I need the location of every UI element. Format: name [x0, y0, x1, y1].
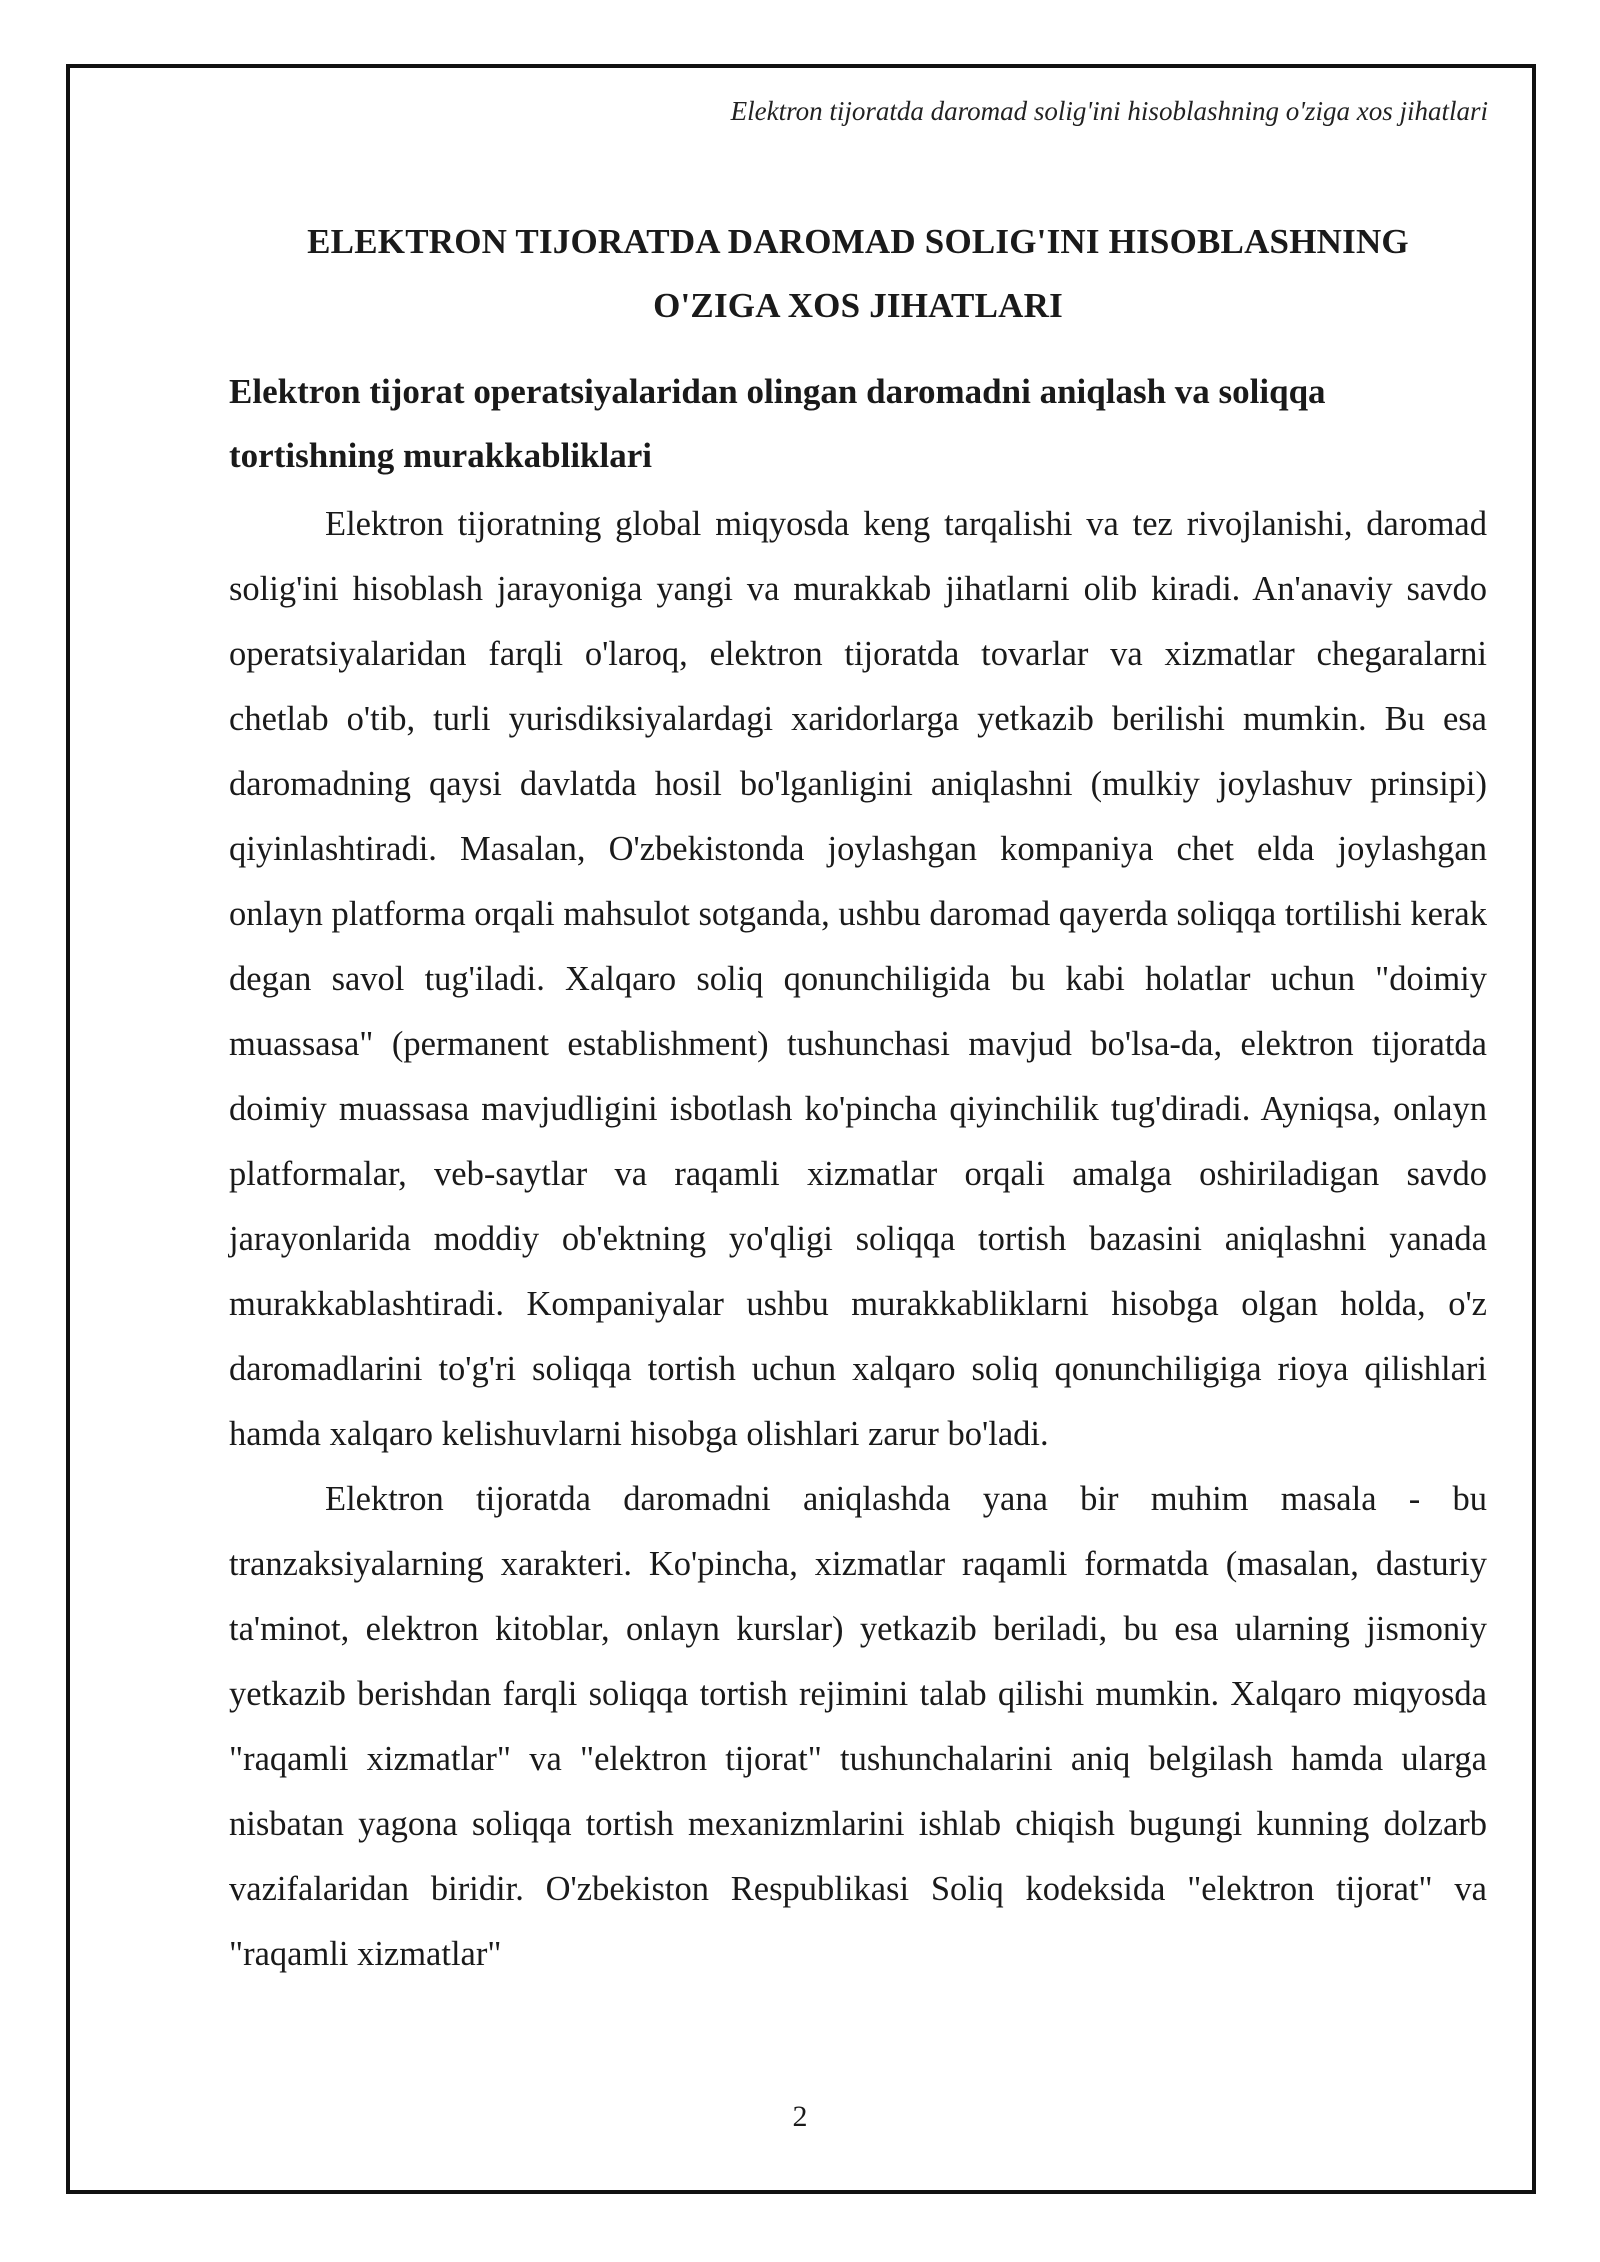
- page-number: 2: [792, 2100, 808, 2133]
- title-line-2: O'ZIGA XOS JIHATLARI: [653, 286, 1063, 325]
- section-heading: Elektron tijorat operatsiyalaridan olingan daromadni aniqlash va soliqqa tortishning murakkabliklari: [229, 372, 1326, 475]
- running-header: Elektron tijoratda daromad solig'ini hisoblashning o'ziga xos jihatlari: [730, 96, 1488, 126]
- paragraph-1: Elektron tijoratning global miqyosda keng tarqalishi va tez rivojlanishi, daromad solig'ini hisoblash jarayoniga yangi va murakkab jihatlarni olib kiradi. An'anaviy savdo operatsiyalaridan farqli o'laroq, elektron tijoratda tovarlar va xizmatlar chegaralarni chetlab o'tib, turli yurisdiksiyalardagi xaridorlarga yetkazib berilishi mumkin. Bu esa daromadning qaysi davlatda hosil bo'lganligini aniqlashni (mulkiy joylashuv prinsipi) qiyinlashtiradi. Masalan, O'zbekistonda joylashgan kompaniya chet elda joylashgan onlayn platforma orqali mahsulot sotganda, ushbu daromad qayerda soliqqa tortilishi kerak degan savol tug'iladi. Xalqaro soliq qonunchiligida bu kabi holatlar uchun "doimiy muassasa" (permanent establishment) tushunchasi mavjud bo'lsa-da, elektron tijoratda doimiy muassasa mavjudligini isbotlash ko'pincha qiyinchilik tug'diradi. Ayniqsa, onlayn platformalar, veb-saytlar va raqamli xizmatlar orqali amalga oshiriladigan savdo jarayonlarida moddiy ob'ektning yo'qligi soliqqa tortish bazasini aniqlashni yanada murakkablashtiradi. Kompaniyalar ushbu murakkabliklarni hisobga olgan holda, o'z daromadlarini to'g'ri soliqqa tortish uchun xalqaro soliq qonunchiligiga rioya qilishlari hamda xalqaro kelishuvlarni hisobga olishlari zarur bo'ladi.: [229, 505, 1487, 1453]
- paragraph-2: Elektron tijoratda daromadni aniqlashda yana bir muhim masala - bu tranzaksiyalarning xarakteri. Ko'pincha, xizmatlar raqamli formatda (masalan, dasturiy ta'minot, elektron kitoblar, onlayn kurslar) yetkazib beriladi, bu esa ularning jismoniy yetkazib berishdan farqli soliqqa tortish rejimini talab qilishi mumkin. Xalqaro miqyosda "raqamli xizmatlar" va "elektron tijorat" tushunchalarini aniq belgilash hamda ularga nisbatan yagona soliqqa tortish mexanizmlarini ishlab chiqish bugungi kunning dolzarb vazifalaridan biridir. O'zbekiston Respublikasi Soliq kodeksida "elektron tijorat" va "raqamli xizmatlar": [229, 1480, 1487, 1973]
- document-title: [229, 210, 1487, 338]
- document-body: [229, 210, 1487, 1987]
- title-line-1: ELEKTRON TIJORATDA DAROMAD SOLIG'INI HISOBLASHNING: [307, 222, 1409, 261]
